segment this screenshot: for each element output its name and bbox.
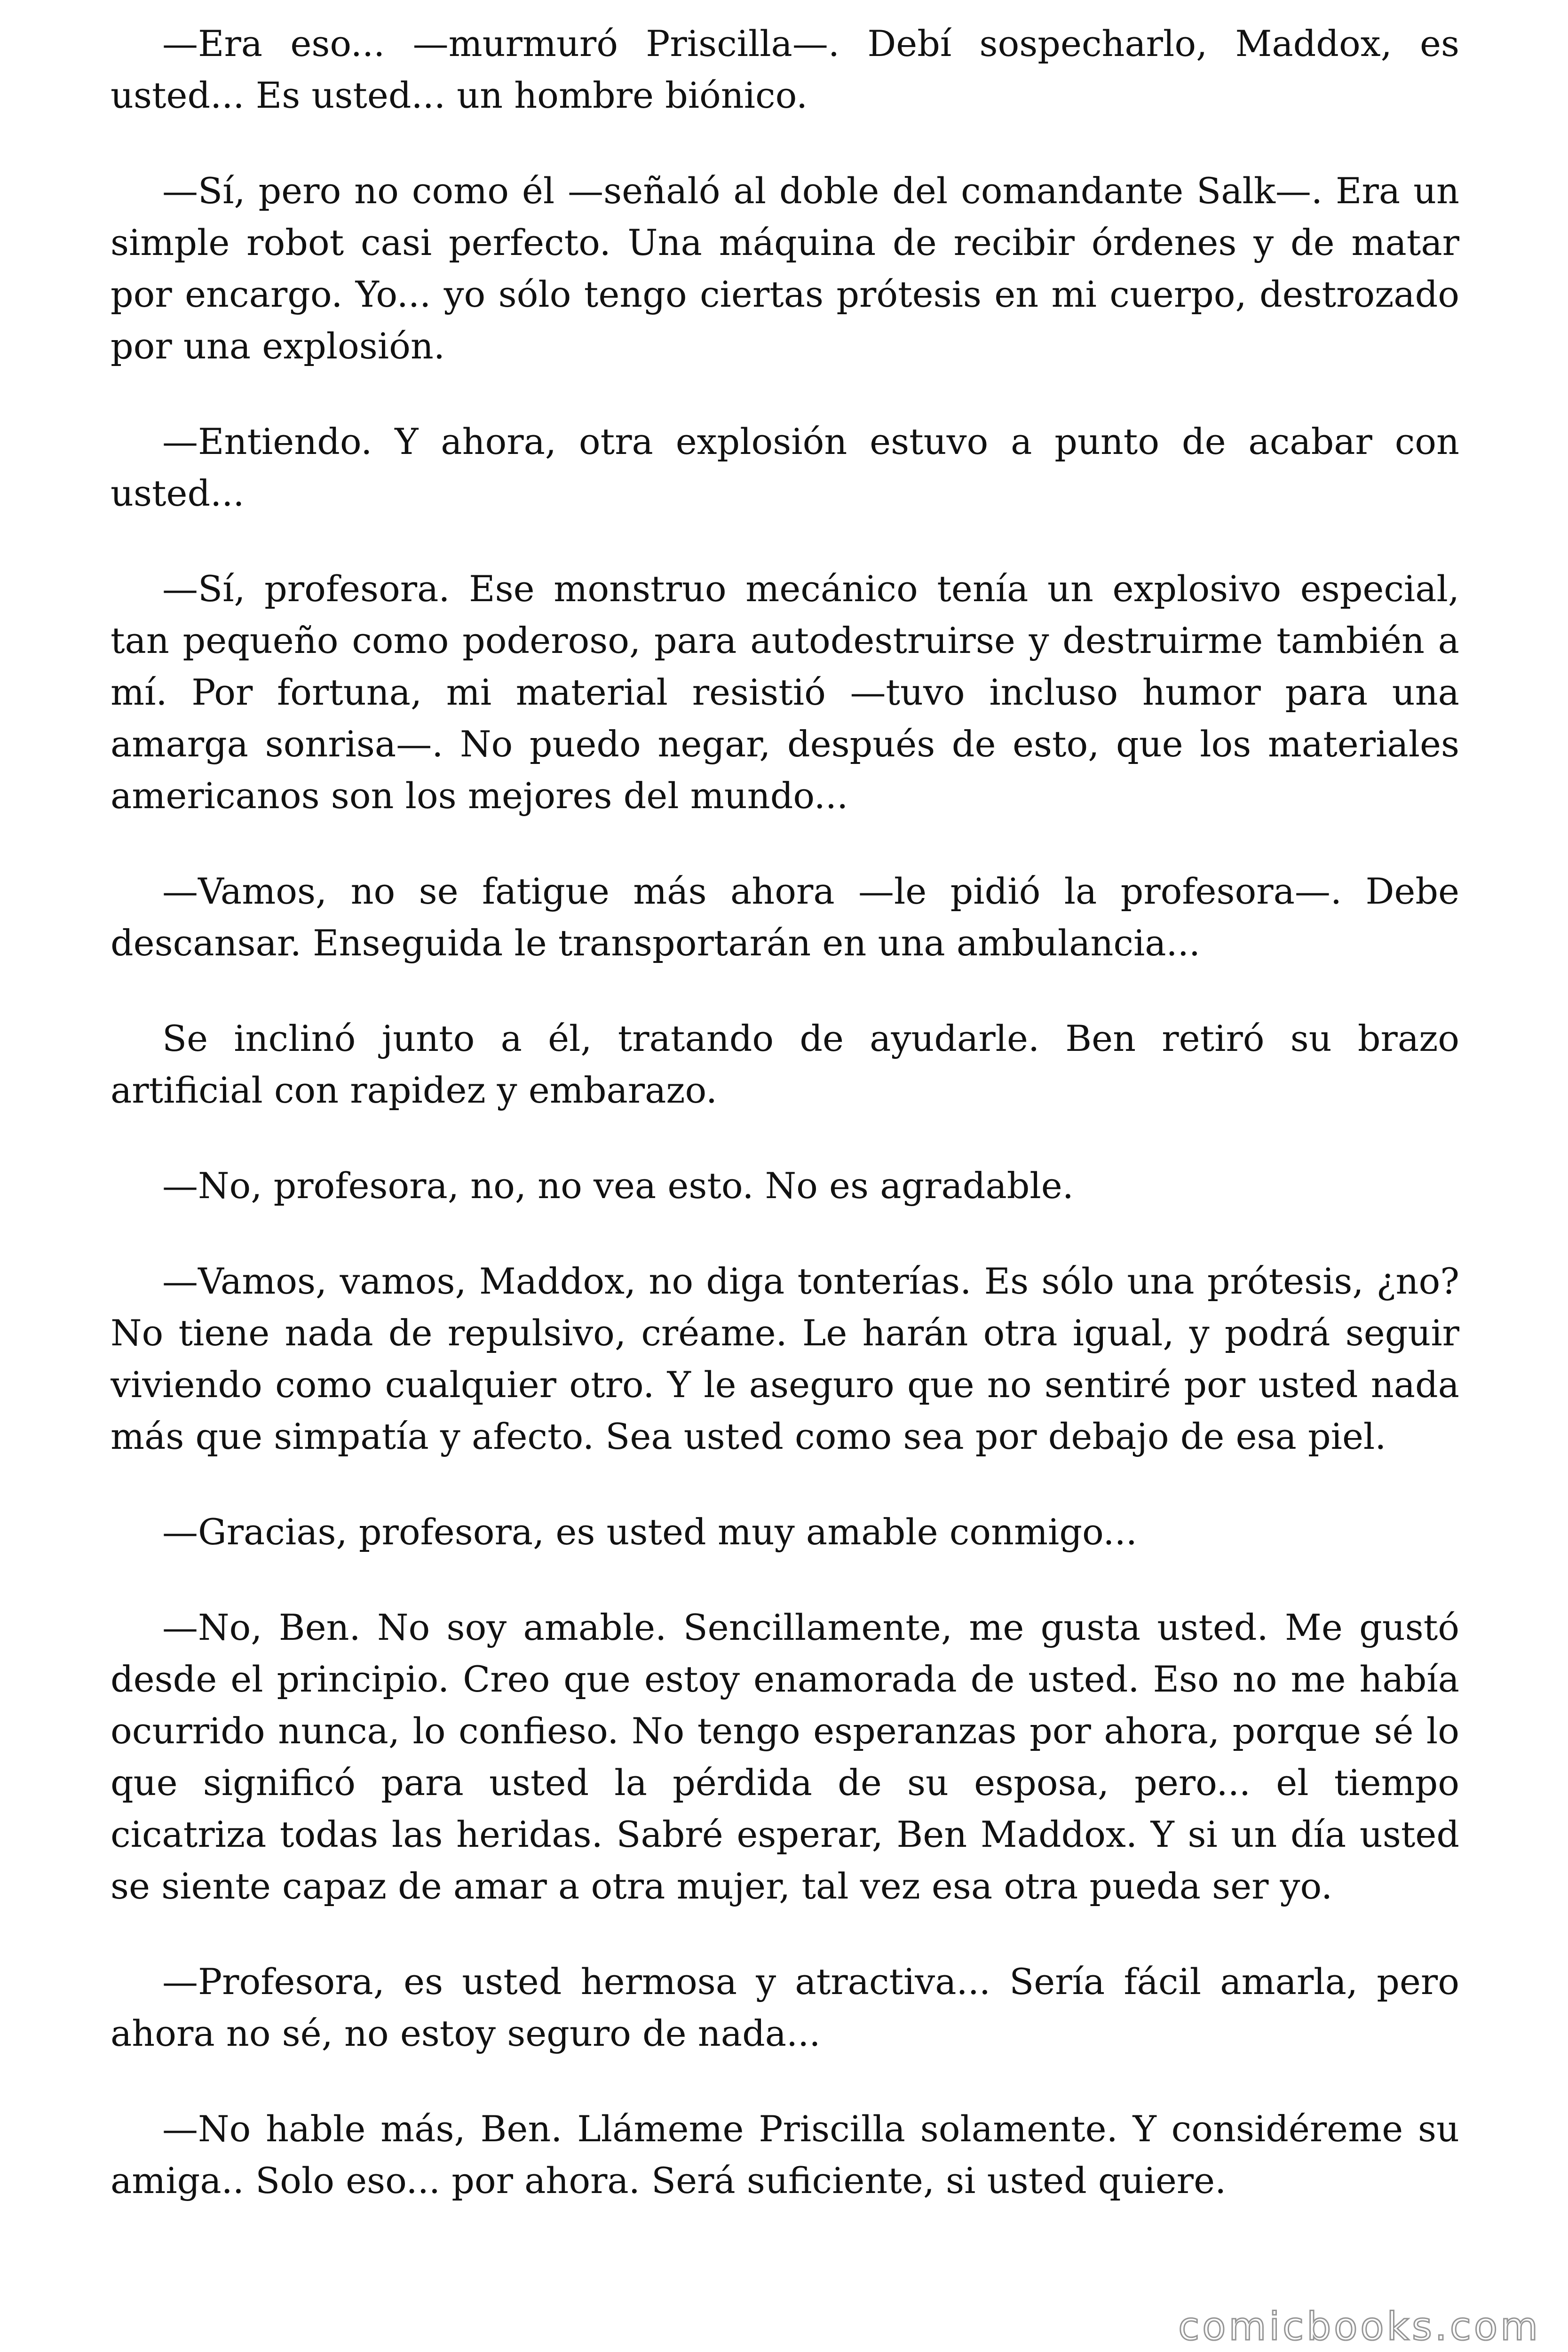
paragraph: —Sí, profesora. Ese monstruo mecánico tenía un explosivo especial, tan pequeño como poderoso, para autodestruirse y destruirme también a mí. Por fortuna, mi material resistió —tuvo incluso humor para una amarga sonrisa—. No puedo negar, después de esto, que los materiales americanos son los mejores del mundo... bbox=[111, 568, 1459, 817]
paragraph: Se inclinó junto a él, tratando de ayudarle. Ben retiró su brazo artificial con rapidez y embarazo. bbox=[111, 1017, 1459, 1111]
paragraph: —Era eso... —murmuró Priscilla—. Debí sospecharlo, Maddox, es usted... Es usted... un hombre biónico. bbox=[111, 23, 1459, 116]
book-page bbox=[111, 18, 1459, 2346]
watermark-text: comicbooks.com bbox=[1178, 2304, 1541, 2349]
paragraph: —Sí, pero no como él —señaló al doble del comandante Salk—. Era un simple robot casi perfecto. Una máquina de recibir órdenes y de matar por encargo. Yo... yo sólo tengo ciertas prótesis en mi cuerpo, destrozado por una explosión. bbox=[111, 170, 1459, 367]
paragraph: —Vamos, vamos, Maddox, no diga tonterías. Es sólo una prótesis, ¿no? No tiene nada de repulsivo, créame. Le harán otra igual, y podrá seguir viviendo como cualquier otro. Y le aseguro que no sentiré por usted nada más que simpatía y afecto. Sea usted como sea por debajo de esa piel. bbox=[111, 1260, 1459, 1457]
paragraph: —No, Ben. No soy amable. Sencillamente, me gusta usted. Me gustó desde el principio. Creo que estoy enamorada de usted. Eso no me había ocurrido nunca, lo confieso. No tengo esperanzas por ahora, porque sé lo que significó para usted la pérdida de su esposa, pero... el tiempo cicatriza todas las heridas. Sabré esperar, Ben Maddox. Y si un día usted se siente capaz de amar a otra mujer, tal vez esa otra pueda ser yo. bbox=[111, 1606, 1459, 1907]
paragraph: —No, profesora, no, no vea esto. No es agradable. bbox=[162, 1165, 1074, 1207]
paragraph: —Vamos, no se fatigue más ahora —le pidió la profesora—. Debe descansar. Enseguida le transportarán en una ambulancia... bbox=[111, 870, 1459, 964]
paragraph: —Gracias, profesora, es usted muy amable conmigo... bbox=[162, 1511, 1137, 1553]
paragraph: —Entiendo. Y ahora, otra explosión estuvo a punto de acabar con usted... bbox=[111, 421, 1459, 514]
paragraph: —Profesora, es usted hermosa y atractiva... Sería fácil amarla, pero ahora no sé, no estoy seguro de nada... bbox=[111, 1961, 1459, 2054]
paragraph: —No hable más, Ben. Llámeme Priscilla solamente. Y considéreme su amiga.. Solo eso... por ahora. Será suficiente, si usted quiere. bbox=[111, 2108, 1459, 2201]
